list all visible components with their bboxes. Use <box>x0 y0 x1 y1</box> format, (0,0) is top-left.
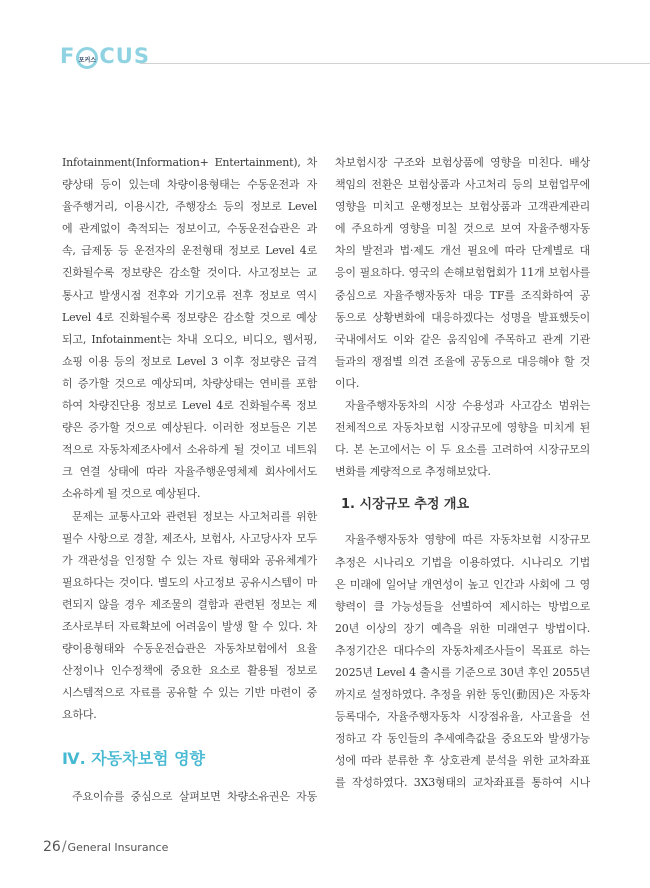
right-paragraph-1 <box>335 152 590 395</box>
page-footer <box>43 836 168 855</box>
text-line: 추정기간은 대다수의 자동차제조사들이 목표로 하는 <box>335 643 590 657</box>
text-line: 에 관계없이 축적되는 정보이고, 수동운전습관은 과 <box>62 222 317 236</box>
left-column <box>62 152 317 809</box>
header-divider <box>140 63 650 64</box>
page-number: 26 <box>43 839 61 855</box>
text-line: 자율주행자동차 영향에 따른 자동차보험 시장규모 <box>345 533 590 547</box>
text-line: 20년 이상의 장기 예측을 위한 미래연구 방법이다. <box>335 621 590 635</box>
text-line: 향력이 클 가능성들을 선별하여 제시하는 방법으로 <box>335 599 590 613</box>
text-line: 쇼핑 이용 등의 정보로 Level 3 이후 정보량은 급격 <box>62 354 317 368</box>
text-line: 적으로 자동차제조사에서 소유하게 될 것이고 네트워 <box>62 443 317 457</box>
text-line: 요하다. <box>62 708 97 722</box>
right-paragraph-3 <box>335 529 590 794</box>
right-column <box>335 152 590 795</box>
text-line: 필수 사항으로 경찰, 제조사, 보험사, 사고당사자 모두 <box>62 531 317 545</box>
text-line: 영향을 미치고 운행정보는 보험상품과 고객관계관리 <box>335 200 590 214</box>
text-line: 필요하다는 것이다. 별도의 사고정보 공유시스템이 마 <box>62 575 317 589</box>
text-line: 자율주행자동차의 시장 수용성과 사고감소 범위는 <box>345 399 590 413</box>
text-line: 차의 발전과 법·제도 개선 필요에 따라 단계별로 대 <box>335 244 590 258</box>
text-line: 량이용형태와 수동운전습관은 자동차보험에서 요율 <box>62 642 317 656</box>
section-heading: Ⅳ. 자동차보험 영향 <box>62 749 205 769</box>
text-line: 통사고 발생시점 전후와 기기오류 전후 정보로 역시 <box>62 288 317 302</box>
focus-logo <box>60 44 150 69</box>
text-line: 를 작성하였다. 3X3형태의 교차좌표를 통하여 시나 <box>335 776 590 790</box>
text-line: 2025년 Level 4 출시를 기준으로 30년 후인 2055년 <box>335 665 590 679</box>
text-line: 주요이슈를 중심으로 살펴보면 차량소유권은 자동 <box>72 790 317 804</box>
text-line: 중심으로 자율주행자동차 대응 TF를 조직화하여 공 <box>335 288 590 302</box>
text-line: 크 연결 상태에 따라 자율주행운영체제 회사에서도 <box>62 465 317 479</box>
text-line: 국내에서도 이와 같은 움직임에 주목하고 관계 기관 <box>335 332 590 346</box>
text-line: 까지로 설정하였다. 추정을 위한 동인(動因)은 자동차 <box>335 688 590 702</box>
text-line: 응이 필요하다. 영국의 손해보험협회가 11개 보험사를 <box>335 266 590 280</box>
text-line: 속, 급제동 등 운전자의 운전형태 정보로 Level 4로 <box>62 244 317 258</box>
magazine-name: General Insurance <box>67 841 169 854</box>
text-line: 조사로부터 자료확보에 어려움이 발생 할 수 있다. 차 <box>62 619 317 633</box>
text-line: Level 4로 진화될수록 정보량은 감소할 것으로 예상 <box>62 310 317 324</box>
text-line: 진화될수록 정보량은 감소할 것이다. 사고정보는 교 <box>62 266 317 280</box>
text-line: 다. 본 논고에서는 이 두 요소를 고려하여 시장규모의 <box>335 443 590 457</box>
text-line: 에 주요하게 영향을 미칠 것으로 보여 자율주행자동 <box>335 222 590 236</box>
logo-ring-icon <box>76 47 98 69</box>
text-line: 히 증가할 것으로 예상되며, 차량상태는 연비를 포함 <box>62 376 317 390</box>
text-line: 이다. <box>335 376 360 390</box>
logo-subtitle: 포커스 <box>78 57 97 64</box>
subheading: 1. 시장규모 추정 개요 <box>341 497 470 513</box>
text-line: 문제는 교통사고와 관련된 정보는 사고처리를 위한 <box>72 509 317 523</box>
text-line: 성에 따라 분류한 후 상호관계 분석을 위한 교차좌표 <box>335 754 590 768</box>
text-line: 동으로 상황변화에 대응하겠다는 성명을 발표했듯이 <box>335 310 590 324</box>
left-paragraph-3 <box>62 786 317 808</box>
text-line: 정하고 각 동인들의 추세예측값을 중요도와 발생가능 <box>335 732 590 746</box>
logo-letter-f: F <box>60 44 76 68</box>
page-header <box>0 0 650 95</box>
text-line: 들과의 쟁점별 의견 조율에 공동으로 대응해야 할 것 <box>335 354 590 368</box>
logo-letters-cus: CUS <box>99 44 150 68</box>
text-line: 련되지 않을 경우 제조물의 결함과 관련된 정보는 제 <box>62 597 317 611</box>
text-line: 추정은 시나리오 기법을 이용하였다. 시나리오 기법 <box>335 555 590 569</box>
text-line: 은 미래에 일어날 개연성이 높고 인간과 사회에 그 영 <box>335 577 590 591</box>
text-line: 차보험시장 구조와 보험상품에 영향을 미친다. 배상 <box>335 156 590 169</box>
text-line: 율주행거리, 이용시간, 주행장소 등의 정보로 Level <box>62 200 317 214</box>
text-line: 하여 차량진단용 정보로 Level 4로 진화될수록 정보 <box>62 399 317 413</box>
text-line: 등록대수, 자율주행자동차 시장점유율, 사고율을 선 <box>335 710 590 724</box>
text-line: 산정이나 인수정책에 중요한 요소로 활용될 정보로 <box>62 664 317 678</box>
left-paragraph-1 <box>62 152 317 506</box>
text-line: 전체적으로 자동차보험 시장규모에 영향을 미치게 된 <box>335 421 590 435</box>
text-line: 소유하게 될 것으로 예상된다. <box>62 487 201 501</box>
text-line: 책임의 전환은 보험상품과 사고처리 등의 보험업무에 <box>335 178 590 192</box>
text-line: Infotainment(Information+ Entertainment), 차 <box>62 156 317 169</box>
right-paragraph-2 <box>335 395 590 483</box>
text-line: 량은 증가할 것으로 예상된다. 이러한 정보들은 기본 <box>62 421 317 435</box>
text-line: 시스템적으로 자료를 공유할 수 있는 기반 마련이 중 <box>62 686 317 700</box>
text-line: 가 객관성을 인정할 수 있는 자료 형태와 공유체계가 <box>62 553 317 567</box>
footer-slash-icon: / <box>61 839 67 855</box>
text-line: 변화를 계량적으로 추정해보았다. <box>335 465 491 479</box>
text-line: 량상태 등이 있는데 차량이용형태는 수동운전과 자 <box>62 178 317 192</box>
text-line: 되고, Infotainment는 차내 오디오, 비디오, 웹서핑, <box>62 332 317 346</box>
left-paragraph-2 <box>62 506 317 727</box>
